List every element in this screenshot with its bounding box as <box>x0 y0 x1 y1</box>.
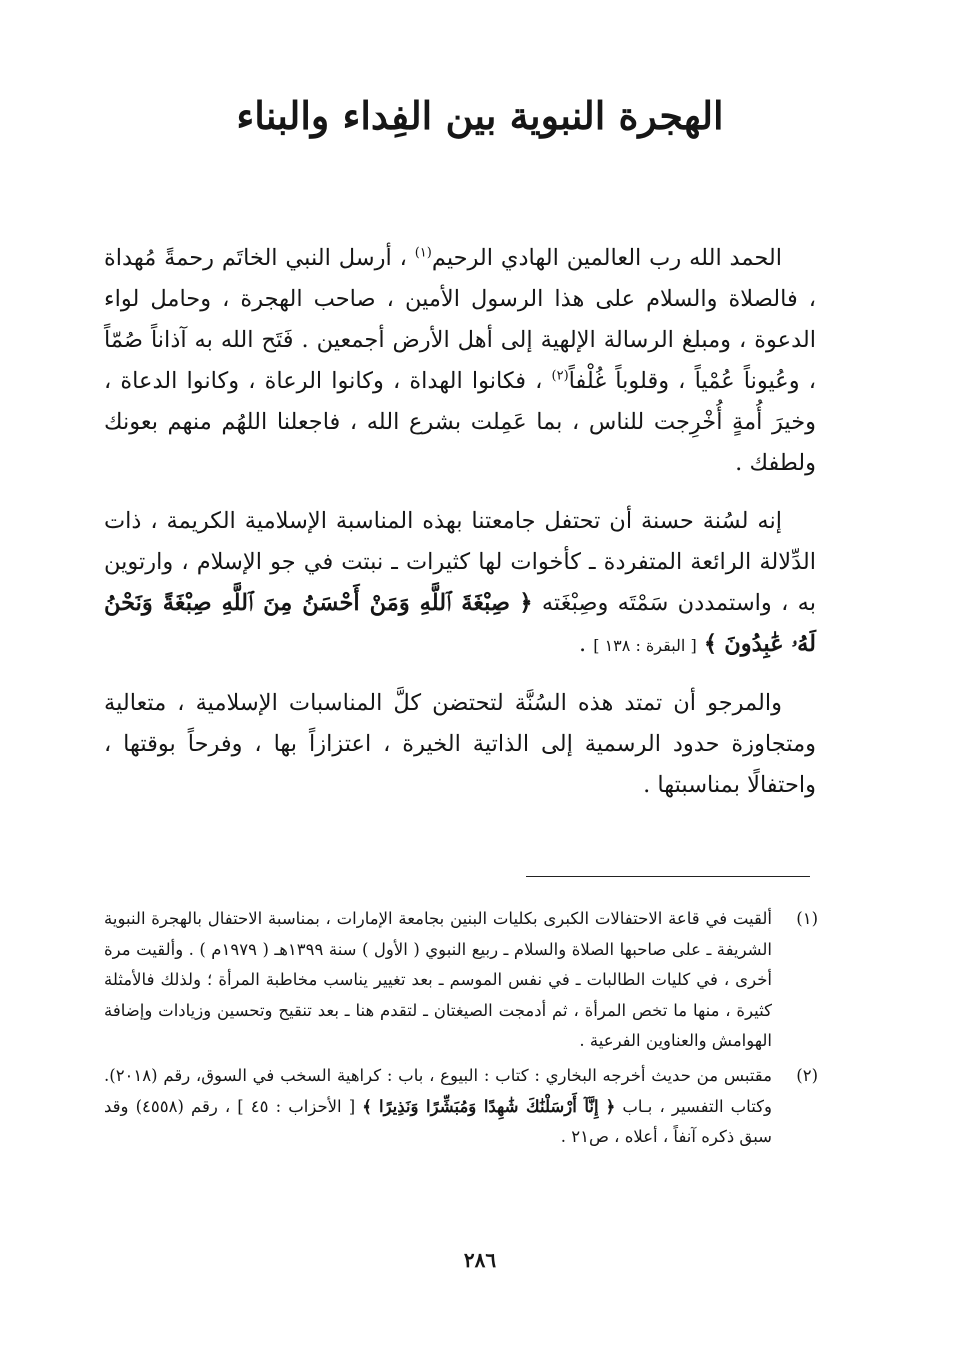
paragraph-2-text: إنه لسُنة حسنة أن تحتفل جامعتنا بهذه المناسبة الإسلامية الكريمة ، ذات الدِّلالة الرائعة المتفردة ـ كأخوات لها كثيرات ـ نبتت في جو الإسلام ، وارتوين به ، واستمددن سَمْتَه وصِبْغَته <box>104 508 817 616</box>
footnote-divider <box>526 876 810 877</box>
footnote-2 <box>104 1061 818 1153</box>
quran-open-brace: ﴿ <box>519 590 533 616</box>
main-text <box>104 238 816 806</box>
paragraph-2-end: . <box>578 631 594 657</box>
paragraph-2 <box>104 501 816 666</box>
footnote-number: (١) <box>796 909 818 928</box>
paragraph-3: والمرجو أن تمتد هذه السُنَّة لتحتضن كلَّ المناسبات الإسلامية ، متعالية ومتجاوزة حدود الرسمية إلى الذاتية الخيرة ، اعتزازاً بها ، وفرحاً بوقتها ، واحتفالًا بمناسبتها . <box>104 690 816 798</box>
page-title: الهجرة النبوية بين الفِداء والبناء <box>236 93 724 138</box>
quran-verse: إِنَّآ أَرْسَلْنَٰكَ شَٰهِدًا وَمُبَشِّرًا وَنَذِيرًا <box>378 1096 599 1116</box>
quran-close-brace: ﴾ <box>362 1096 372 1116</box>
footnote-number: (٢) <box>796 1065 818 1085</box>
footnote-1 <box>104 904 818 1057</box>
paragraph-1-start: الحمد الله رب العالمين الهادي الرحيم <box>431 245 782 271</box>
quran-open-brace: ﴿ <box>605 1096 616 1116</box>
paragraph-1-end: ، فكانوا الهداة ، وكانوا الرعاة ، وكانوا الدعاة ، وخيرَ أُمةٍ أُخْرِجت للناس ، بما عَمِلت بشرع الله ، فاجعلنا اللهُم منهم بعونك ولطفك . <box>104 368 816 476</box>
verse-reference: [ البقرة : ١٣٨ ] <box>593 636 697 655</box>
paragraph-1 <box>104 238 816 484</box>
paragraph-1-middle: ، أرسل النبي الخاتَم رحمةً مُهداة ، فالصلاة والسلام على هذا الرسول الأمين ، صاحب الهجرة ، وحامل لواء الدعوة ، ومبلغ الرسالة الإلهية إلى أهل الأرض أجمعين . فَتَح الله به آذاناً صُمّاً ، وعُيوناً عُمْياً ، وقلوباً غُلْفاً <box>104 245 816 394</box>
quran-close-brace: ﴾ <box>703 631 718 657</box>
footnote-2-text-end: [ الأحزاب : ٤٥ ] ، رقم (٤٥٥٨) وقد سبق ذكره آنفاً ، أعلاه ، ص٢١ . <box>104 1096 772 1147</box>
footnote-text: ألقيت في قاعة الاحتفالات الكبرى بكليات البنين بجامعة الإمارات ، بمناسبة الاحتفال بالهجرة النبوية الشريفة ـ على صاحبها الصلاة والسلام ـ ربيع النبوي ( الأول ) سنة ١٣٩٩هـ ( ١٩٧٩م ) . وألقيت مرة أخرى ، في كليات الطالبات ـ في نفس الموسم ـ بعد تغيير يناسب مخاطبة المرأة ؛ ولذلك فالأمثلة كثيرة ، منها ما تخص المرأة ، ثم أدمجت الصيغتان ـ لتقدم هنا ـ بعد تنقيح وتحسين وزيادات وإضافة الهوامش والعناوين الفرعية . <box>104 909 772 1051</box>
footnote-2-text-start: مقتبس من حديث أخرجه البخاري : كتاب : البيوع ، باب : كراهية السخب في السوق، رقم (٢٠١٨). وكتاب التفسير ، بـاب <box>104 1065 773 1116</box>
page-number: ٢٨٦ <box>463 1248 497 1272</box>
footnote-ref-2: (٢) <box>551 368 569 384</box>
footnote-ref-1: (١) <box>414 245 432 261</box>
quran-verse: صِبْغَةَ ٱللَّهِ وَمَنْ أَحْسَنُ مِنَ ٱللَّهِ صِبْغَةً وَنَحْنُ لَهُۥ عَٰبِدُونَ <box>104 590 816 657</box>
footnotes <box>104 904 818 1157</box>
footnote-text <box>104 1061 772 1153</box>
